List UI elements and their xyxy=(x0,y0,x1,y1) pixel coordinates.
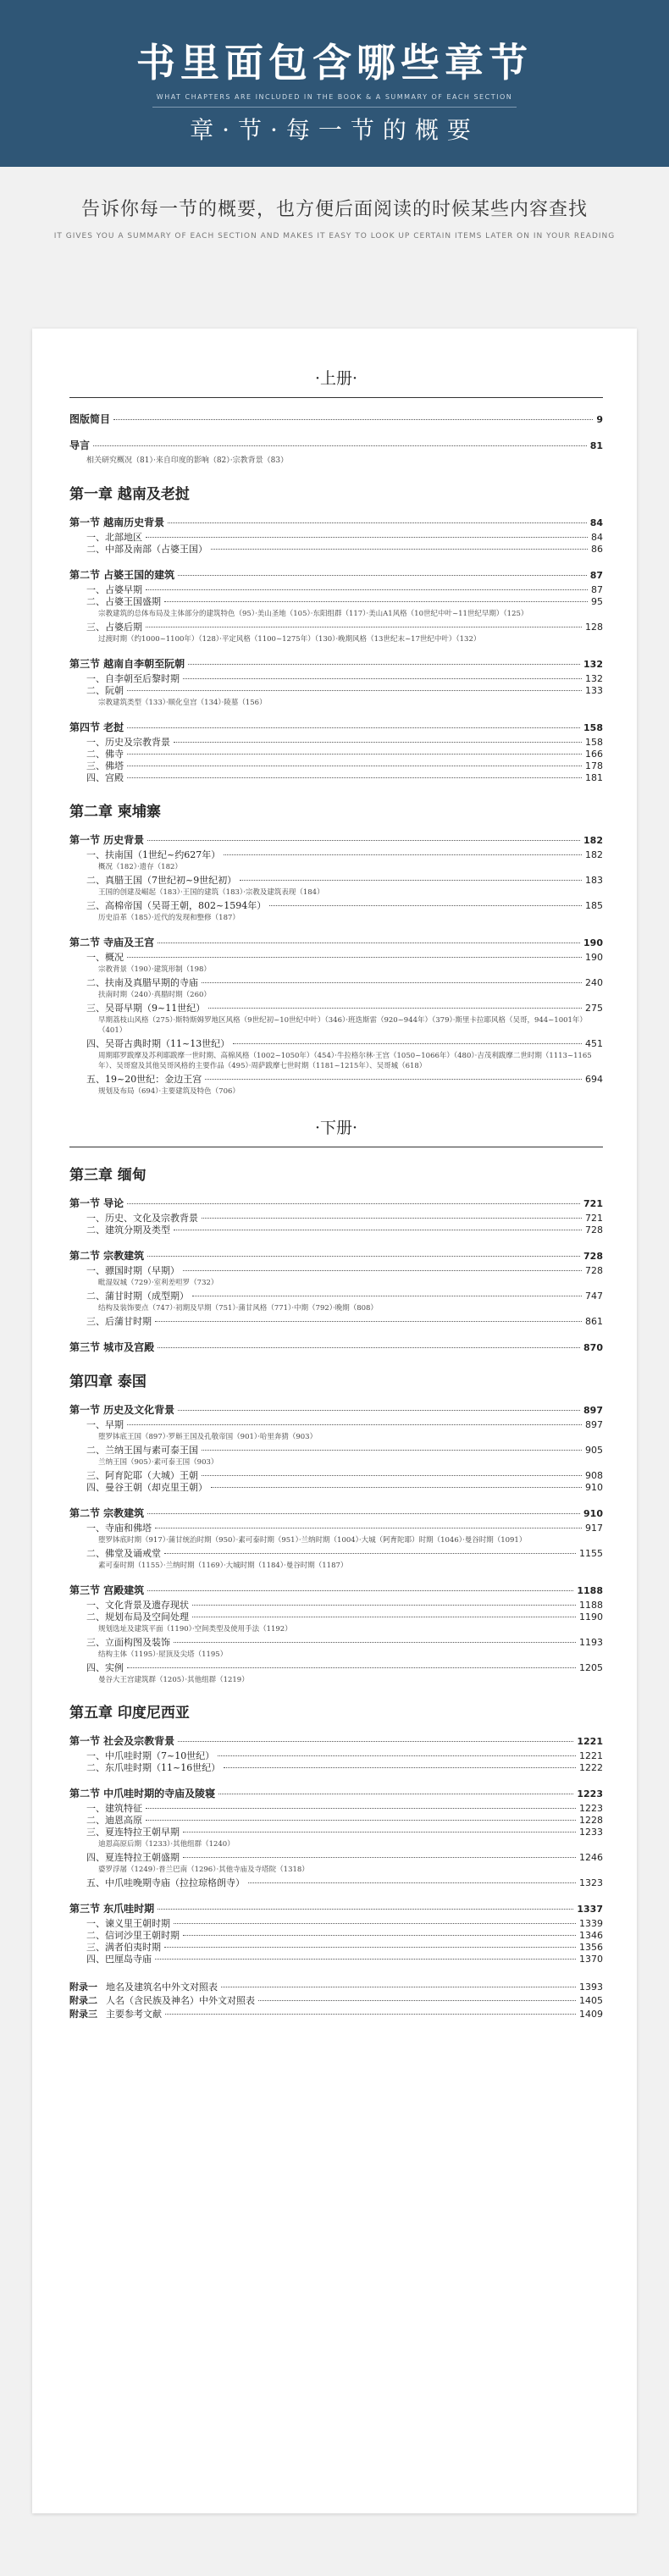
volume-2-heading: ·下册· xyxy=(69,1115,603,1147)
toc-entry[interactable]: 第一节 历史背景 182 xyxy=(69,834,603,846)
toc-entry[interactable]: 第二节 寺庙及王宫 190 xyxy=(69,937,603,948)
toc-note: 毗湿奴城（729）·室利差呾罗（732） xyxy=(98,1279,218,1287)
toc-entry[interactable]: 第二节 占婆王国的建筑 87 xyxy=(69,569,603,581)
toc-section xyxy=(69,1197,603,1236)
toc-entry[interactable]: 一、占婆早期 87 xyxy=(86,584,603,595)
toc-entry[interactable]: 二、中部及南部（占婆王国） 86 xyxy=(86,544,603,555)
toc-entry[interactable]: 三、佛塔 178 xyxy=(86,760,603,771)
toc-section xyxy=(69,937,603,1097)
toc-note: 概况（182）·遗存（182） xyxy=(98,863,182,871)
toc-entry[interactable]: 附录二 人名（含民族及神名）中外文对照表 1405 xyxy=(69,1995,603,2006)
chapter-heading: 第二章 柬埔寨 xyxy=(69,804,161,821)
toc-entry[interactable]: 一、北部地区 84 xyxy=(86,532,603,543)
intro-text-en: IT GIVES YOU A SUMMARY OF EACH SECTION AND MAKES IT EASY TO LOOK UP CERTAIN ITEMS LATER ON IN YOUR READING xyxy=(53,232,616,240)
appendix-list xyxy=(69,1981,603,2021)
toc-entry[interactable]: 第一节 历史及文化背景 897 xyxy=(69,1404,603,1416)
toc-entry[interactable]: 五、19~20世纪：金边王宫 694 xyxy=(86,1074,603,1085)
toc-section xyxy=(69,1250,603,1328)
toc-entry[interactable]: 第一节 导论 721 xyxy=(69,1197,603,1209)
toc-entry[interactable]: 二、蒲甘时期（成型期） 747 xyxy=(86,1291,603,1302)
toc-entry[interactable]: 二、建筑分期及类型 728 xyxy=(86,1224,603,1235)
toc-entry[interactable]: 附录三 主要参考文献 1409 xyxy=(69,2009,603,2020)
toc-entry[interactable]: 三、吴哥早期（9~11世纪） 275 xyxy=(86,1003,603,1014)
toc-section xyxy=(69,834,603,923)
header-divider xyxy=(152,107,517,108)
chapter-heading: 第一章 越南及老挝 xyxy=(69,486,190,503)
toc-note: 宗教背景（190）·建筑形制（198） xyxy=(98,965,211,974)
toc-entry[interactable]: 二、信诃沙里王朝时期 1346 xyxy=(86,1930,603,1941)
toc-entry[interactable]: 第二节 中爪哇时期的寺庙及陵寝 1223 xyxy=(69,1788,603,1799)
toc-section xyxy=(69,1788,603,1889)
toc-entry[interactable]: 二、规划布局及空间处理 1190 xyxy=(86,1611,603,1622)
toc-entry[interactable]: 三、立面构图及装饰 1193 xyxy=(86,1637,603,1648)
toc-note: 王国的创建及崛起（183）·王国的建筑（183）·宗教及建筑表现（184） xyxy=(98,888,324,897)
toc-entry[interactable]: 二、占婆王国盛期 95 xyxy=(86,596,603,607)
toc-note: 婆罗浮屠（1249）·普兰巴南（1296）·其他寺庙及寺塔院（1318） xyxy=(98,1866,309,1874)
toc-entry[interactable]: 二、迪恩高原 1228 xyxy=(86,1815,603,1826)
toc-entry[interactable]: 第三节 城市及宫殿 870 xyxy=(69,1341,603,1353)
toc-section xyxy=(69,569,603,644)
toc-entry[interactable]: 二、佛寺 166 xyxy=(86,749,603,760)
toc-note: 迪恩高原后期（1233）·其他组群（1240） xyxy=(98,1840,235,1849)
toc-entry[interactable]: 一、骠国时期（早期） 728 xyxy=(86,1265,603,1276)
toc-entry[interactable]: 第四节 老挝 158 xyxy=(69,721,603,733)
toc-entry[interactable]: 图版简目 9 xyxy=(69,413,603,425)
toc-entry[interactable]: 三、占婆后期 128 xyxy=(86,622,603,633)
toc-note: 结构主体（1195）·屋顶及尖塔（1195） xyxy=(98,1650,228,1659)
toc-entry[interactable]: 一、中爪哇时期（7~10世纪） 1221 xyxy=(86,1750,603,1761)
toc-note: 规划选址及建筑平面（1190）·空间类型及使用手法（1192） xyxy=(98,1625,292,1633)
chapter-heading: 第四章 泰国 xyxy=(69,1374,147,1390)
header-banner xyxy=(0,0,669,167)
toc-entry[interactable]: 一、早期 897 xyxy=(86,1419,603,1430)
toc-entry[interactable]: 二、东爪哇时期（11~16世纪） 1222 xyxy=(86,1762,603,1773)
toc-entry[interactable]: 一、文化背景及遗存现状 1188 xyxy=(86,1600,603,1611)
toc-note: 堕罗钵底王国（897）·罗斛王国及孔敬帝国（901）·哈里奔猜（903） xyxy=(98,1433,318,1441)
intro-text: 告诉你每一节的概要，也方便后面阅读的时候某些内容查找 xyxy=(80,199,588,220)
toc-entry[interactable]: 第三节 宫殿建筑 1188 xyxy=(69,1584,603,1596)
toc-section xyxy=(69,1507,603,1571)
toc-entry[interactable]: 二、真腊王国（7世纪初~9世纪初） 183 xyxy=(86,875,603,886)
toc-section xyxy=(69,1404,603,1494)
toc-entry[interactable]: 第一节 社会及宗教背景 1221 xyxy=(69,1735,603,1747)
toc-entry[interactable]: 二、扶南及真腊早期的寺庙 240 xyxy=(86,977,603,988)
toc-entry[interactable]: 三、后蒲甘时期 861 xyxy=(86,1316,603,1327)
toc-entry[interactable]: 一、谏义里王朝时期 1339 xyxy=(86,1918,603,1929)
toc-note: 周期耶罗跋摩及苏利耶跋摩一世时期、高棉风格（1002~1050年）（454）·牛拉格尔林·王宫（1050~1066年）（480）·吉茂利跋摩二世时期（1113~1165年）、吴哥窟及其他吴哥风格的主要作品（495）·周萨跋摩七世时期（1181~1215年）、吴哥城（618） xyxy=(98,1052,592,1070)
toc-entry[interactable]: 一、寺庙和佛塔 917 xyxy=(86,1523,603,1534)
toc-entry[interactable]: 四、实例 1205 xyxy=(86,1662,603,1673)
toc-entry[interactable]: 一、建筑特征 1223 xyxy=(86,1803,603,1814)
toc-entry[interactable]: 三、满者伯夷时期 1356 xyxy=(86,1942,603,1953)
toc-entry[interactable]: 三、阿育陀耶（大城）王朝 908 xyxy=(86,1470,603,1481)
toc-entry[interactable]: 第三节 越南自李朝至阮朝 132 xyxy=(69,658,603,670)
toc-entry[interactable]: 四、宫殿 181 xyxy=(86,772,603,783)
toc-entry[interactable]: 四、巴厘岛寺庙 1370 xyxy=(86,1954,603,1965)
toc-entry[interactable]: 第二节 宗教建筑 728 xyxy=(69,1250,603,1262)
header-subtitle: 章·节·每一节的概要 xyxy=(190,116,479,144)
page-title: 书里面包含哪些章节 xyxy=(136,40,533,86)
toc-note: 扶南时期（240）·真腊时期（260） xyxy=(98,991,211,999)
toc-entry[interactable]: 二、兰纳王国与素可泰王国 905 xyxy=(86,1445,603,1456)
header-subtitle-en: WHAT CHAPTERS ARE INCLUDED IN THE BOOK & A SUMMARY OF EACH SECTION xyxy=(156,93,513,101)
toc-entry[interactable]: 第三节 东爪哇时期 1337 xyxy=(69,1903,603,1915)
toc-note: 结构及装饰要点（747）·初期及早期（751）·蒲甘风格（771）·中期（792）·晚期（808） xyxy=(98,1304,378,1313)
toc-entry[interactable]: 一、概况 190 xyxy=(86,952,603,963)
toc-entry[interactable]: 一、历史及宗教背景 158 xyxy=(86,737,603,748)
toc-entry[interactable]: 附录一 地名及建筑名中外文对照表 1393 xyxy=(69,1982,603,1993)
toc-entry[interactable]: 二、佛堂及诵戒堂 1155 xyxy=(86,1548,603,1559)
toc-paper xyxy=(32,329,637,2513)
toc-section xyxy=(69,1584,603,1685)
toc-entry[interactable]: 一、自李朝至后黎时期 132 xyxy=(86,673,603,684)
toc-entry[interactable]: 第二节 宗教建筑 910 xyxy=(69,1507,603,1519)
toc-note: 相关研究概况（81）·来自印度的影响（82）·宗教背景（83） xyxy=(86,456,289,465)
toc-entry[interactable]: 四、曼谷王朝（却克里王朝） 910 xyxy=(86,1482,603,1493)
toc-entry[interactable]: 第一节 越南历史背景 84 xyxy=(69,517,603,528)
chapter-heading: 第三章 缅甸 xyxy=(69,1167,147,1184)
toc-section xyxy=(69,517,603,556)
toc-entry[interactable]: 三、高棉帝国（吴哥王朝，802~1594年） 185 xyxy=(86,900,603,911)
toc-note: 堕罗钵底时期（917）·蒲甘统治时期（950）·素可泰时期（951）·兰纳时期（1004）·大城（阿育陀耶）时期（1046）·曼谷时期（1091） xyxy=(98,1536,527,1545)
toc-entry[interactable]: 一、历史、文化及宗教背景 721 xyxy=(86,1213,603,1224)
toc-section xyxy=(69,721,603,784)
toc-section xyxy=(69,658,603,708)
toc-entry[interactable]: 二、阮朝 133 xyxy=(86,685,603,696)
toc-note: 过渡时期（约1000~1100年）（128）·平定风格（1100~1275年）（130）·晚期风格（13世纪末~17世纪中叶）（132） xyxy=(98,635,481,644)
toc-entry[interactable]: 四、夏连特拉王朝盛期 1246 xyxy=(86,1852,603,1863)
toc-note: 兰纳王国（905）·素可泰王国（903） xyxy=(98,1458,218,1467)
toc-entry[interactable]: 四、吴哥古典时期（11~13世纪） 451 xyxy=(86,1038,603,1049)
toc-note: 曼谷大王宫建筑群（1205）·其他组群（1219） xyxy=(98,1676,249,1684)
toc-section xyxy=(69,1903,603,1965)
toc-entry[interactable]: 导言 81 xyxy=(69,439,603,451)
toc-section xyxy=(69,1341,603,1354)
volume-1-heading: ·上册· xyxy=(69,366,603,398)
toc-note: 素可泰时期（1155）·兰纳时期（1169）·大城时期（1184）·曼谷时期（1187） xyxy=(98,1562,348,1570)
toc-note: 早期荔枝山风格（275）·斯特斯姆罗地区风格（9世纪初~10世纪中叶）（346）·班迭斯雷（920~944年）（379）·斯里卡拉耶风格（吴哥，944~1001年）（401） xyxy=(98,1016,587,1035)
toc-entry[interactable]: 五、中爪哇晚期寺庙（拉拉琼格朗寺） 1323 xyxy=(86,1877,603,1888)
toc-note: 宗教建筑类型（133）·顺化皇宫（134）·陵墓（156） xyxy=(98,699,267,707)
toc-note: 宗教建筑的总体布局及主体部分的建筑特色（95）·美山圣地（105）·东阳组群（117）·美山A1风格（10世纪中叶~11世纪早期）（125） xyxy=(98,610,528,618)
toc-note: 规划及布局（694）·主要建筑及特色（706） xyxy=(98,1087,240,1096)
toc-entry[interactable]: 三、夏连特拉王朝早期 1233 xyxy=(86,1827,603,1838)
toc-content xyxy=(69,359,603,2021)
toc-entry[interactable]: 一、扶南国（1世纪~约627年） 182 xyxy=(86,849,603,860)
toc-note: 历史沿革（185）·近代的发现和整修（187） xyxy=(98,914,240,922)
toc-section xyxy=(69,1735,603,1774)
chapter-heading: 第五章 印度尼西亚 xyxy=(69,1705,190,1722)
